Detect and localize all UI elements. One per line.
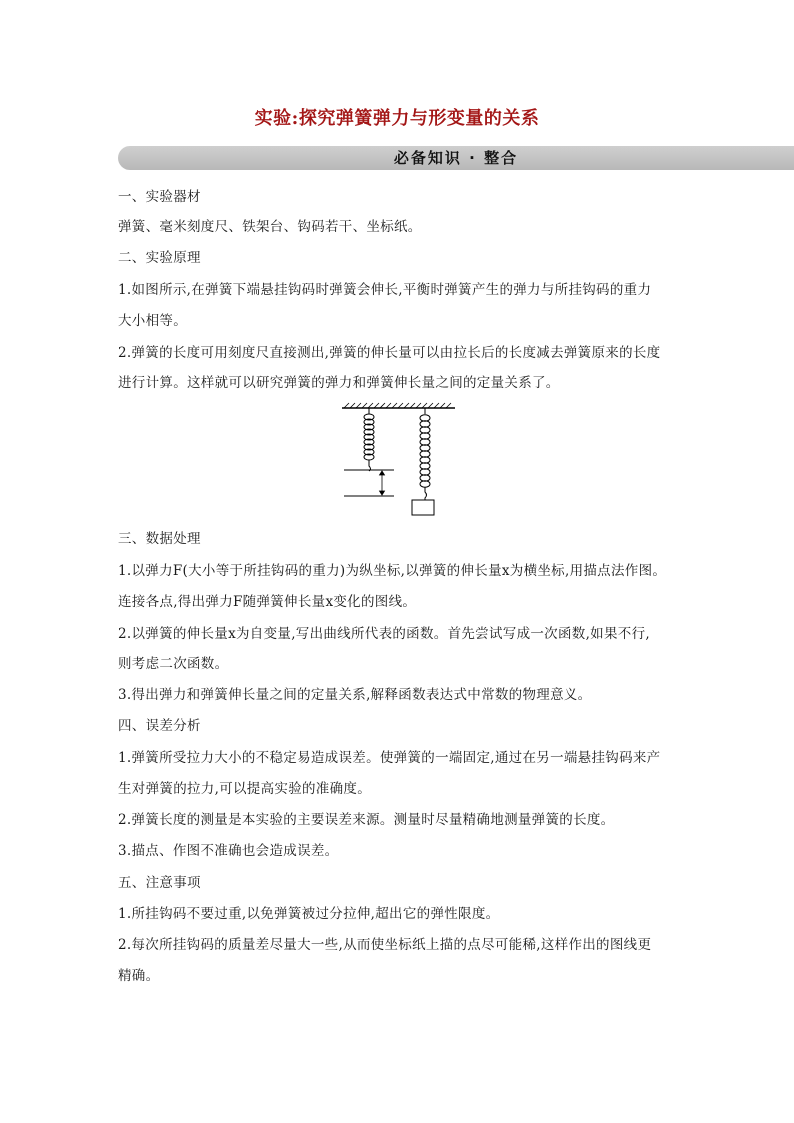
section-heading-error-analysis: 四、误差分析: [118, 718, 201, 734]
hanging-weight: [412, 500, 434, 515]
paragraph-line: 2.以弹簧的伸长量x为自变量,写出曲线所代表的函数。首先尝试写成一次函数,如果不行,: [118, 626, 650, 642]
spring-unstretched: [364, 408, 374, 471]
section-heading-equipment: 一、实验器材: [118, 189, 201, 205]
paragraph-line: 弹簧、毫米刻度尺、铁架台、钩码若干、坐标纸。: [118, 219, 422, 235]
paragraph-line: 2.弹簧的长度可用刻度尺直接测出,弹簧的伸长量可以由拉长后的长度减去弹簧原来的长度: [118, 345, 661, 361]
ceiling-support: [342, 403, 455, 408]
paragraph-line: 1.所挂钩码不要过重,以免弹簧被过分拉伸,超出它的弹性限度。: [118, 906, 500, 922]
paragraph-line: 3.描点、作图不准确也会造成误差。: [118, 843, 339, 859]
section-heading-notes: 五、注意事项: [118, 875, 201, 891]
paragraph-line: 2.弹簧长度的测量是本实验的主要误差来源。测量时尽量精确地测量弹簧的长度。: [118, 812, 615, 828]
paragraph-line: 1.如图所示,在弹簧下端悬挂钩码时弹簧会伸长,平衡时弹簧产生的弹力与所挂钩码的重力: [118, 282, 652, 298]
spring-diagram: [330, 400, 460, 520]
paragraph-line: 3.得出弹力和弹簧伸长量之间的定量关系,解释函数表达式中常数的物理意义。: [118, 687, 592, 703]
page-title: 实验:探究弹簧弹力与形变量的关系: [254, 108, 540, 129]
paragraph-line: 2.每次所挂钩码的质量差尽量大一些,从而使坐标纸上描的点尽可能稀,这样作出的图线更: [118, 937, 652, 953]
paragraph-line: 进行计算。这样就可以研究弹簧的弹力和弹簧伸长量之间的定量关系了。: [118, 375, 560, 391]
paragraph-line: 1.以弹力F(大小等于所挂钩码的重力)为纵坐标,以弹簧的伸长量x为横坐标,用描点法作图。: [118, 563, 667, 579]
paragraph-line: 则考虑二次函数。: [118, 656, 229, 672]
paragraph-line: 1.弹簧所受拉力大小的不稳定易造成误差。使弹簧的一端固定,通过在另一端悬挂钩码来产: [118, 750, 661, 766]
paragraph-line: 精确。: [118, 968, 160, 984]
banner-label: 必备知识 · 整合: [393, 149, 519, 167]
spring-stretched: [420, 408, 430, 500]
section-banner: [118, 146, 794, 170]
paragraph-line: 连接各点,得出弹力F随弹簧伸长量x变化的图线。: [118, 594, 417, 610]
section-heading-principle: 二、实验原理: [118, 250, 201, 266]
section-heading-data-processing: 三、数据处理: [118, 531, 201, 547]
paragraph-line: 大小相等。: [118, 313, 187, 329]
extension-arrow: [380, 471, 385, 495]
paragraph-line: 生对弹簧的拉力,可以提高实验的准确度。: [118, 781, 371, 797]
